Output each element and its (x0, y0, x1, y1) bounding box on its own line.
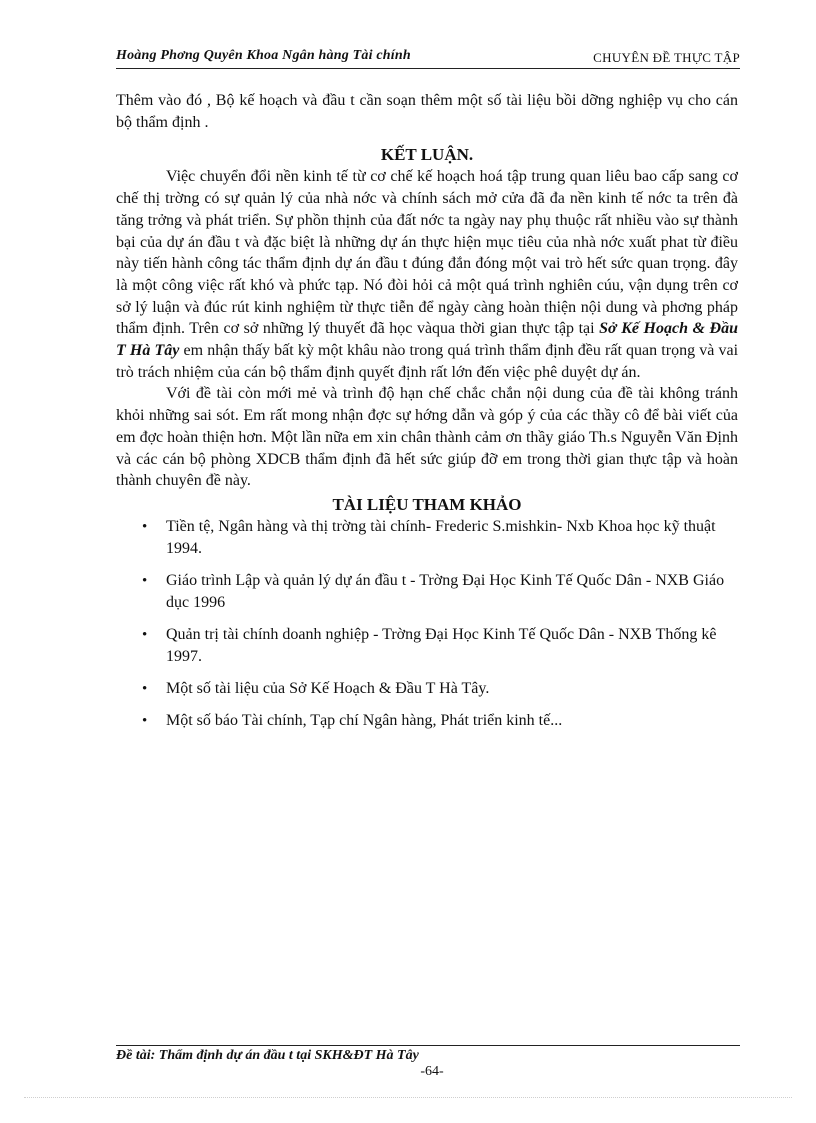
page-number: -64- (420, 1064, 444, 1079)
reference-item (116, 624, 738, 668)
reference-item (116, 678, 738, 700)
reference-text: Một số báo Tài chính, Tạp chí Ngân hàng, Phát triển kinh tế... (166, 711, 563, 729)
bullet-icon: • (142, 712, 148, 729)
bullet-icon: • (142, 572, 148, 589)
header-title: CHUYÊN ĐỀ THỰC TẬP (593, 50, 740, 65)
reference-text: Tiền tệ, Ngân hàng và thị trờng tài chính- Frederic S.mishkin- Nxb Khoa học kỹ thuật 1994. (166, 517, 716, 557)
conclusion-emphasis: Sở Kế Hoạch & Đầu T Hà Tây (116, 320, 738, 360)
bullet-icon: • (142, 626, 148, 643)
footer-divider (116, 1045, 740, 1046)
conclusion-paragraph-2: Với đề tài còn mới mẻ và trình độ hạn chế chắc chắn nội dung của đề tài không tránh khỏi những sai sót. Em rất mong nhận đợc sự hớng dẫn và góp ý của các thầy cô để bài viết của em đợc hoàn thiện hơn. Một lần nữa em xin chân thành cảm ơn thầy giáo Th.s Nguyễn Văn Định và các cán bộ phòng XDCB thẩm định đã hết sức giúp đỡ em trong thời gian thực tập và hoàn thành chuyên đề này. (116, 385, 738, 490)
conclusion-text-before: Việc chuyển đổi nền kinh tế từ cơ chế kế hoạch hoá tập trung quan liêu bao cấp sang cơ chế thị trờng có sự quản lý của nhà nớc và chính sách mở cửa đã đa nền kinh tế nớc ta trên đà tăng trởng và phát triển. Sự phồn thịnh của đất nớc ta ngày nay phụ thuộc rất nhiều vào sự thành bại của dự án đầu t và đặc biệt là những dự án thực hiện mục tiêu của nhà nớc xuất phat từ điều này tiến hành công tác thẩm định dự án đầu t đúng đắn đóng một vai trò hết sức quan trọng. đây là một công việc rất khó và phức tạp. Nó đòi hỏi cả một quá trình nghiên cúu, vận dụng trên cơ sở lý luận và đúc rút kinh nghiệm từ thực tiễn để ngày càng hoàn thiện nội dung và phơng pháp thẩm định. Trên cơ sở những lý thuyết đã học vàqua thời gian thực tập tại (116, 168, 738, 338)
references-heading: TÀI LIỆU THAM KHẢO (332, 494, 522, 514)
reference-item (116, 516, 738, 560)
references-list (116, 516, 738, 732)
reference-text: Một số tài liệu của Sở Kế Hoạch & Đầu T Hà Tây. (166, 679, 490, 697)
intro-paragraph: Thêm vào đó , Bộ kế hoạch và đầu t cần soạn thêm một số tài liệu bồi dỡng nghiệp vụ cho cán bộ thẩm định . (116, 92, 738, 131)
reference-text: Quản trị tài chính doanh nghiệp - Trờng Đại Học Kinh Tế Quốc Dân - NXB Thống kê 1997. (166, 625, 717, 665)
reference-item (116, 570, 738, 614)
header-author: Hoàng Phơng Quyên Khoa Ngân hàng Tài chính (116, 48, 411, 63)
conclusion-paragraph-1 (116, 166, 738, 383)
conclusion-text-after: em nhận thấy bất kỳ một khâu nào trong quá trình thẩm định đều rất quan trọng và vai trò trách nhiệm của cán bộ thẩm định quyết định rất lớn đến việc phê duyệt dự án. (116, 342, 739, 381)
page-edge-line (24, 1097, 792, 1098)
page-header (116, 46, 740, 68)
footer-topic: Đề tài: Thẩm định dự án đầu t tại SKH&ĐT Hà Tây (116, 1048, 419, 1063)
bullet-icon: • (142, 680, 148, 697)
conclusion-heading: KẾT LUẬN. (380, 145, 474, 165)
bullet-icon: • (142, 518, 148, 535)
reference-item (116, 710, 738, 732)
reference-text: Giáo trình Lập và quản lý dự án đầu t - Trờng Đại Học Kinh Tế Quốc Dân - NXB Giáo dục 1996 (166, 571, 725, 611)
document-body (116, 90, 738, 742)
header-divider (116, 68, 740, 69)
